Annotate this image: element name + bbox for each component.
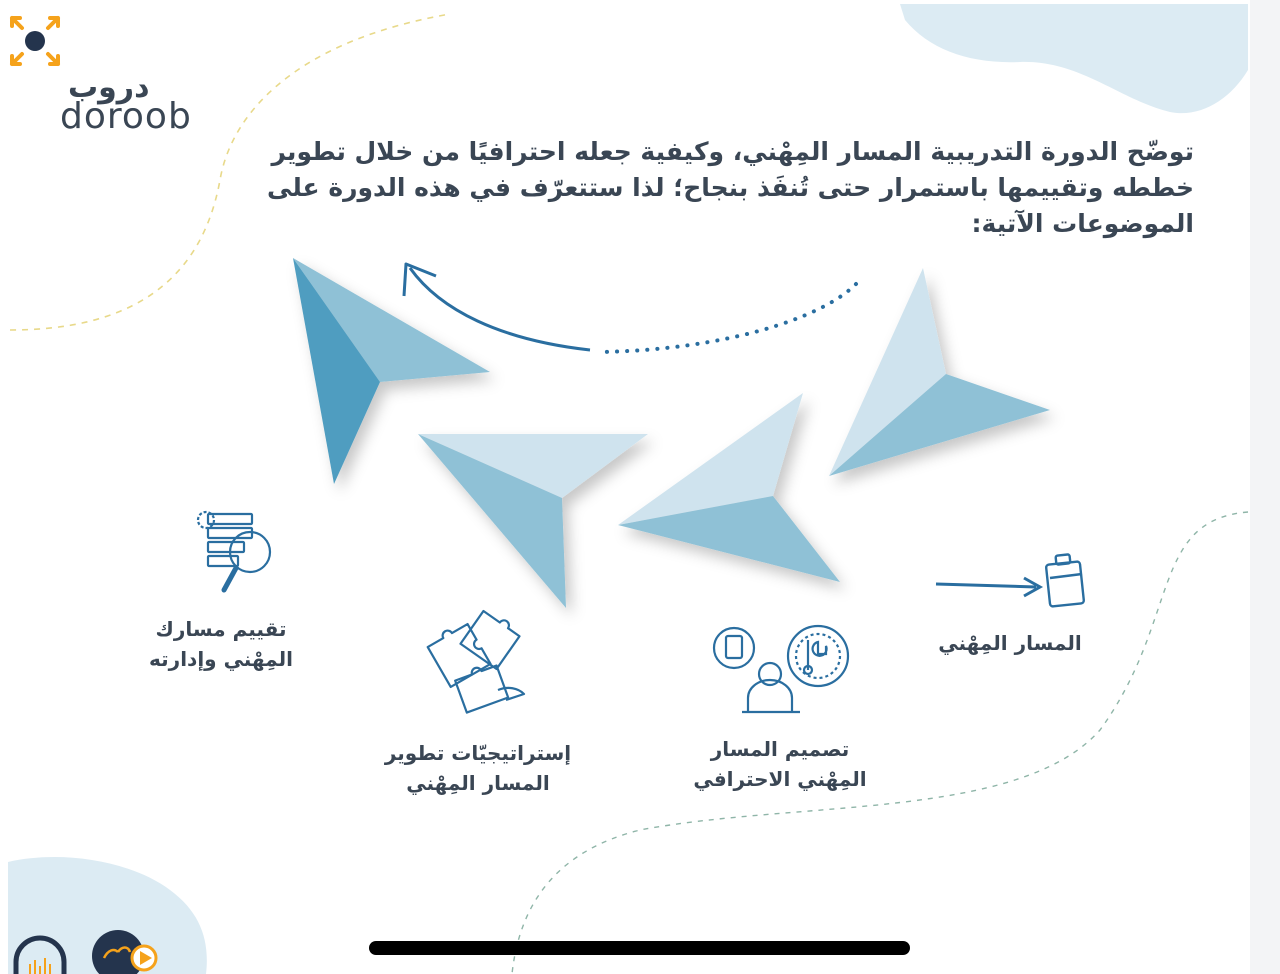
logo-english-text: doroob [60,96,192,137]
topic-strategies-label: إستراتيجيّات تطوير المسار المِهْني [384,741,572,795]
headphones-icon[interactable] [8,928,72,974]
curved-arrow [410,268,590,350]
career-design-icon [714,626,848,712]
server-search-icon [198,512,270,590]
topic-career-design-label: تصميم المسار المِهْني الاحترافي [693,737,867,791]
logo-arabic-text: دروب [68,70,150,105]
dotted-trail [600,284,856,352]
paper-plane-bottom-left [418,434,648,608]
straight-arrow [936,584,1036,587]
intro-paragraph: توضّح الدورة التدريبية المسار المِهْني، وكيفية جعله احترافيًا من خلال تطوير خططه وتقييمها باستمرار حتى تُنفَذ بنجاح؛ لذا ستتعرّف في هذه الدورة على الموضوعات الآتية: [267,137,1194,238]
dashed-curve-bottom-right [512,512,1248,974]
doroob-logo-mark [8,12,68,72]
paper-plane-right [829,268,1050,476]
paper-plane-middle [618,393,840,582]
sign-language-play-icon[interactable] [88,928,164,974]
puzzle-hand-icon [425,607,524,713]
top-right-blob [900,4,1248,113]
briefcase-icon [1046,554,1084,606]
topic-career-path-label: المسار المِهْني [938,631,1082,655]
doroob-logo [8,12,208,137]
home-indicator[interactable] [369,941,910,955]
topic-evaluation-label: تقييم مسارك المِهْني وإدارته [149,617,293,671]
